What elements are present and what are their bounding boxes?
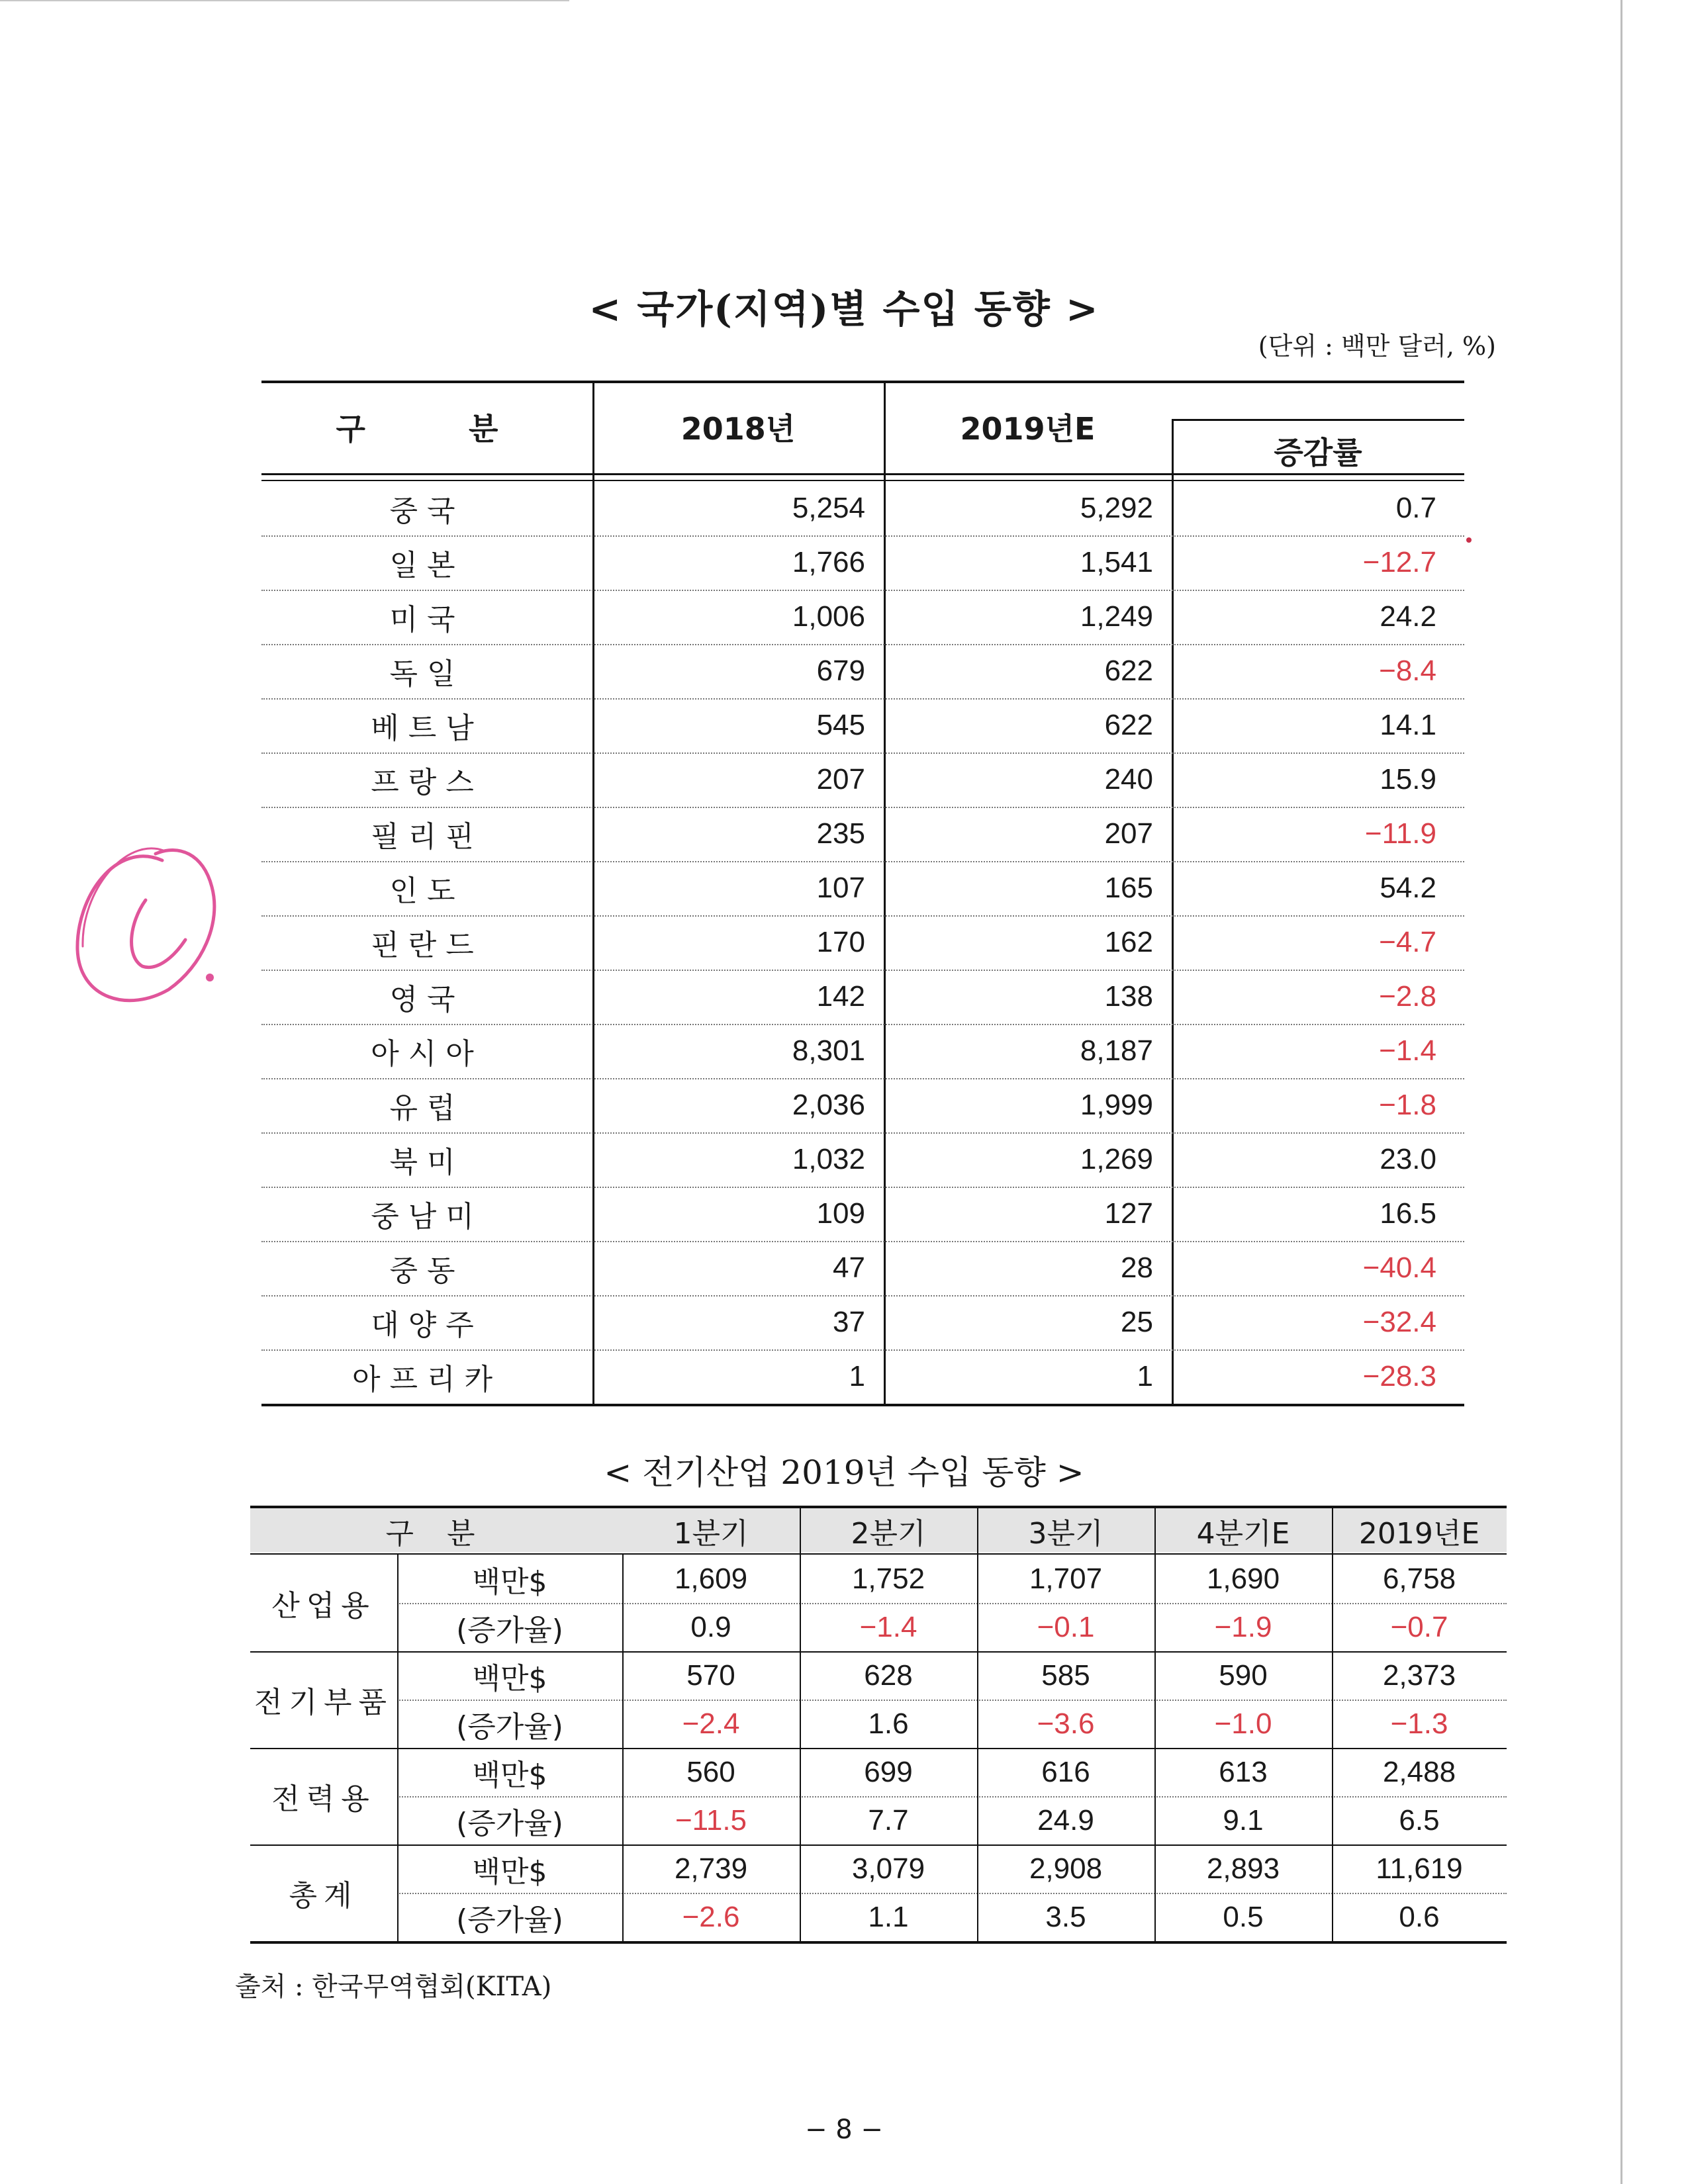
table-row: [261, 1349, 1464, 1406]
page-top-edge: [0, 0, 569, 1]
amount-cell: 616: [1041, 1755, 1090, 1788]
row-value-2019: 25: [1121, 1306, 1153, 1338]
row-value-2018: 109: [816, 1197, 865, 1230]
table-row: [261, 1187, 1464, 1242]
amount-cell: 628: [864, 1659, 913, 1692]
table2-col-divider: [977, 1506, 978, 1941]
row-value-2019: 622: [1104, 655, 1153, 687]
row-value-2019: 1,541: [1080, 546, 1153, 578]
row-region-name: 중동: [389, 1254, 465, 1288]
source-note: 출처 : 한국무역협회(KITA): [235, 1972, 552, 2002]
row-value-2019: 240: [1104, 763, 1153, 796]
amount-cell: 560: [686, 1755, 735, 1788]
table2-title: < 전기산업 2019년 수입 동향 >: [604, 1453, 1084, 1492]
row-value-2018: 1,766: [792, 546, 865, 578]
row-region-name: 핀란드: [371, 929, 483, 962]
group-category-label: 산업용: [271, 1589, 376, 1623]
table1-header-rule: [261, 473, 1464, 475]
row-rate: −4.7: [1379, 926, 1436, 958]
row-rate: 14.1: [1380, 709, 1436, 741]
amount-cell: 2,893: [1206, 1852, 1280, 1885]
table2-col-divider: [397, 1555, 399, 1941]
growth-rate-cell: 9.1: [1223, 1803, 1264, 1837]
row-value-2018: 5,254: [792, 492, 865, 524]
amount-cell: 6,758: [1382, 1562, 1456, 1595]
amount-cell: 590: [1219, 1659, 1268, 1692]
growth-rate-cell: 0.9: [690, 1610, 731, 1643]
table1-title: < 국가(지역)별 수입 동향 >: [588, 287, 1100, 332]
amount-cell: 1,690: [1206, 1562, 1280, 1595]
amount-cell: 2,908: [1029, 1852, 1103, 1885]
growth-rate-cell: −2.6: [682, 1900, 740, 1933]
row-rate: −32.4: [1362, 1306, 1436, 1338]
table2-bottom-rule: [250, 1941, 1507, 1944]
table-row: [261, 807, 1464, 862]
row-rate: 54.2: [1380, 872, 1436, 904]
row-rate: −2.8: [1379, 980, 1436, 1013]
row-value-2018: 107: [816, 872, 865, 904]
amount-cell: 570: [686, 1659, 735, 1692]
row-value-2018: 545: [816, 709, 865, 741]
row-region-name: 중남미: [371, 1200, 483, 1234]
electric-import-table: [250, 1506, 1507, 1949]
row-region-name: 북미: [389, 1146, 465, 1179]
row-rate: −28.3: [1362, 1360, 1436, 1392]
ink-dot: [1466, 537, 1472, 543]
growth-rate-label: (증가율): [456, 1613, 563, 1647]
row-rate: −1.8: [1379, 1089, 1436, 1121]
row-rate: 24.2: [1380, 600, 1436, 633]
table1-unit: (단위 : 백만 달러, %): [1258, 332, 1496, 361]
growth-rate-cell: −0.1: [1037, 1610, 1095, 1643]
growth-rate-cell: −1.9: [1214, 1610, 1272, 1643]
growth-rate-cell: 6.5: [1399, 1803, 1440, 1837]
growth-rate-label: (증가율): [456, 1709, 563, 1744]
row-value-2019: 138: [1104, 980, 1153, 1013]
group-category-label: 전기부품: [254, 1686, 393, 1719]
growth-rate-cell: −2.4: [682, 1707, 740, 1740]
table2-col-divider: [622, 1555, 624, 1941]
row-value-2019: 127: [1104, 1197, 1153, 1230]
table2-col-divider: [800, 1506, 801, 1941]
table-row: [261, 1132, 1464, 1188]
row-region-name: 일본: [389, 549, 465, 582]
table-row: [261, 1241, 1464, 1297]
growth-rate-cell: 24.9: [1037, 1803, 1094, 1837]
row-rate: 16.5: [1380, 1197, 1436, 1230]
amount-cell: 11,619: [1376, 1852, 1463, 1885]
amount-cell: 3,079: [851, 1852, 925, 1885]
table2-col-divider: [1154, 1506, 1156, 1941]
row-rate: 15.9: [1380, 763, 1436, 796]
row-rate: −12.7: [1362, 546, 1436, 578]
table-row: [261, 644, 1464, 700]
row-value-2018: 1,006: [792, 600, 865, 633]
row-region-name: 중국: [389, 494, 465, 528]
amount-unit-label: 백만$: [472, 1565, 547, 1599]
table2-col-divider: [1332, 1506, 1333, 1941]
amount-cell: 1,707: [1029, 1562, 1103, 1595]
table-row: [261, 1295, 1464, 1351]
amount-unit-label: 백만$: [472, 1758, 547, 1792]
row-value-2019: 207: [1104, 817, 1153, 850]
row-rate: −8.4: [1379, 655, 1436, 687]
growth-rate-cell: −1.0: [1214, 1707, 1272, 1740]
growth-rate-cell: 0.5: [1223, 1900, 1264, 1933]
row-value-2019: 1,249: [1080, 600, 1153, 633]
table2-header-category: 구 분: [385, 1517, 487, 1551]
group-category-label: 전력용: [271, 1782, 376, 1816]
row-rate: −1.4: [1379, 1034, 1436, 1067]
table-row: [261, 481, 1464, 537]
row-region-name: 유럽: [389, 1091, 465, 1125]
table2-header-q2: 2분기: [851, 1517, 926, 1551]
amount-cell: 585: [1041, 1659, 1090, 1692]
row-value-2019: 162: [1104, 926, 1153, 958]
row-region-name: 아시아: [371, 1037, 483, 1071]
table-row: [261, 752, 1464, 808]
table2-header-q4: 4분기E: [1196, 1517, 1290, 1551]
table1-header-2018: 2018년: [680, 411, 796, 447]
growth-rate-label: (증가율): [456, 1806, 563, 1841]
table1-header-rate: 증감률: [1274, 435, 1362, 471]
table-row: [261, 1078, 1464, 1134]
row-value-2018: 207: [816, 763, 865, 796]
row-region-name: 필리핀: [371, 820, 483, 854]
row-region-name: 영국: [389, 983, 465, 1017]
table2-header-q3: 3분기: [1028, 1517, 1103, 1551]
row-value-2018: 679: [816, 655, 865, 687]
table1-header-2019: 2019년E: [960, 411, 1096, 447]
growth-rate-cell: 0.6: [1399, 1900, 1440, 1933]
row-value-2018: 8,301: [792, 1034, 865, 1067]
row-value-2019: 1,269: [1080, 1143, 1153, 1175]
row-value-2018: 235: [816, 817, 865, 850]
table-row: [261, 915, 1464, 971]
row-value-2019: 622: [1104, 709, 1153, 741]
table1-header-category: 구 분: [336, 411, 545, 447]
table2-header-year: 2019년E: [1358, 1517, 1480, 1551]
amount-cell: 2,739: [674, 1852, 748, 1885]
row-region-name: 아프리카: [352, 1363, 502, 1396]
page-number: − 8 −: [805, 2115, 883, 2145]
row-value-2018: 1,032: [792, 1143, 865, 1175]
row-value-2019: 28: [1121, 1251, 1153, 1284]
amount-unit-label: 백만$: [472, 1661, 547, 1696]
amount-cell: 2,373: [1382, 1659, 1456, 1692]
row-region-name: 프랑스: [371, 766, 483, 799]
row-rate: −40.4: [1362, 1251, 1436, 1284]
growth-rate-cell: 3.5: [1045, 1900, 1086, 1933]
row-value-2019: 8,187: [1080, 1034, 1153, 1067]
row-region-name: 대양주: [371, 1308, 483, 1342]
amount-cell: 2,488: [1382, 1755, 1456, 1788]
growth-rate-cell: 1.6: [868, 1707, 909, 1740]
growth-rate-label: (증가율): [456, 1903, 563, 1937]
row-region-name: 인도: [389, 874, 465, 908]
table2-header-q1: 1분기: [673, 1517, 749, 1551]
table-row: [261, 698, 1464, 754]
row-rate: 23.0: [1380, 1143, 1436, 1175]
row-value-2019: 165: [1104, 872, 1153, 904]
row-value-2019: 1: [1137, 1360, 1153, 1392]
growth-rate-cell: 1.1: [868, 1900, 909, 1933]
row-region-name: 베트남: [371, 711, 483, 745]
row-rate: 0.7: [1395, 492, 1436, 524]
handwritten-check-mark: [63, 824, 235, 1023]
growth-rate-cell: 7.7: [868, 1803, 909, 1837]
growth-rate-cell: −0.7: [1390, 1610, 1448, 1643]
row-value-2019: 5,292: [1080, 492, 1153, 524]
table-row: [261, 590, 1464, 645]
row-value-2019: 1,999: [1080, 1089, 1153, 1121]
row-region-name: 독일: [389, 657, 465, 691]
amount-cell: 699: [864, 1755, 913, 1788]
growth-rate-cell: −11.5: [675, 1803, 747, 1837]
amount-cell: 613: [1219, 1755, 1268, 1788]
growth-rate-cell: −1.4: [859, 1610, 917, 1643]
row-value-2018: 170: [816, 926, 865, 958]
table-row: [261, 1024, 1464, 1079]
growth-rate-cell: −1.3: [1390, 1707, 1448, 1740]
table-row: [261, 861, 1464, 917]
row-region-name: 미국: [389, 603, 465, 637]
row-value-2018: 1: [849, 1360, 865, 1392]
row-value-2018: 47: [833, 1251, 865, 1284]
amount-unit-label: 백만$: [472, 1854, 547, 1889]
row-value-2018: 142: [816, 980, 865, 1013]
growth-rate-cell: −3.6: [1037, 1707, 1095, 1740]
table-row: [261, 535, 1464, 591]
table-row: [261, 970, 1464, 1025]
amount-cell: 1,752: [851, 1562, 925, 1595]
row-value-2018: 2,036: [792, 1089, 865, 1121]
row-rate: −11.9: [1364, 817, 1436, 850]
group-category-label: 총계: [289, 1879, 359, 1913]
table1-rate-header-rule: [1172, 419, 1464, 421]
row-value-2018: 37: [833, 1306, 865, 1338]
amount-cell: 1,609: [674, 1562, 748, 1595]
